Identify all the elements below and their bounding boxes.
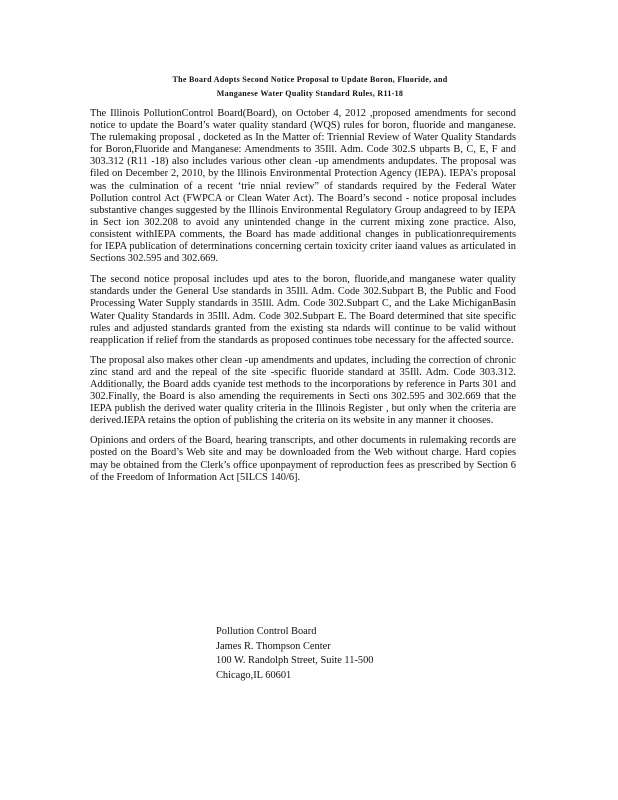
paragraph: The second notice proposal includes upd ates to the boron, fluoride,and manganese water quality standards under the General Use standards in 35Ill. Adm. Code 302.Subpart B, the Public and Food Processing Water Supply standards in 35Ill. Adm. Code 302.Subpart C, and the Lake MichiganBasin Water Quality Standards in 35Ill. Adm. Code 302.Subpart E. The Board determined that site specific rules and adjusted standards granted from the existing sta ndards will continue to be valid without reapplication if relief from the standards as proposed continues tobe necessary for the affected source. [90, 274, 516, 346]
address-line: James R. Thompson Center [216, 640, 331, 652]
paragraph: Opinions and orders of the Board, hearing transcripts, and other documents in rulemaking records are posted on the Board’s Web site and may be downloaded from the Web without charge. Hard copies may be obtained from the Clerk’s office uponpayment of reproduction fees as prescribed by Section 6 of the Freedom of Information Act [5ILCS 140/6]. [90, 435, 516, 483]
title-line-2: Manganese Water Quality Standard Rules, R11-18 [216, 89, 404, 98]
document-title [90, 73, 530, 101]
paragraph: The proposal also makes other clean -up amendments and updates, including the correction of chronic zinc stand ard and the repeal of the site -specific fluoride standard at 35Ill. Adm. Code 303.312. Additionally, the Board adds cyanide test methods to the incorporations by reference in Parts 301 and 302.Finally, the Board is also amending the requirements in Secti ons 302.595 and 302.669 that the IEPA publish the derived water quality criteria in the Illinois Register , but only when the criteria are derived.IEPA retains the option of publishing the criteria on its website in any manner it chooses. [90, 354, 516, 427]
address-line: Pollution Control Board [216, 626, 317, 637]
paragraph: The Illinois PollutionControl Board(Board), on October 4, 2012 ,proposed amendments for second notice to update the Board’s water quality standard (WQS) rules for boron, fluoride and manganese. The rulemaking proposal , docketed as In the Matter of: Triennial Review of Water Quality Standards for Boron,Fluoride and Manganese: Amendments to 35Ill. Adm. Code 302.S ubparts B, C, E, F and 303.312 (R11 -18) also includes various other clean -up amendments andupdates. The proposal was filed on December 2, 2010, by the Illinois Environmental Protection Agency (IEPA). IEPA’s proposal was the culmination of a recent ‘trie nnial review” of standards required by the Federal Water Pollution control Act (FWPCA or Clean Water Act). The Board’s second - notice proposal includes substantive changes suggested by the Illinois Environmental Regulatory Group andagreed to by IEPA in Sect ion 302.208 to avoid any unintended change in the current mixing zone practice. Also, consistent withIEPA comments, the Board has made additional changes in publicationrequirements for IEPA publication of determinations concerning certain toxicity criter iaand values as articulated in Sections 302.595 and 302.669. [90, 108, 516, 265]
address-line: Chicago,IL 60601 [216, 669, 292, 681]
title-line-1: The Board Adopts Second Notice Proposal to Update Boron, Fluoride, and [172, 75, 448, 84]
address-line: 100 W. Randolph Street, Suite 11-500 [216, 655, 374, 666]
document-body [90, 108, 516, 492]
address-block [216, 625, 374, 683]
